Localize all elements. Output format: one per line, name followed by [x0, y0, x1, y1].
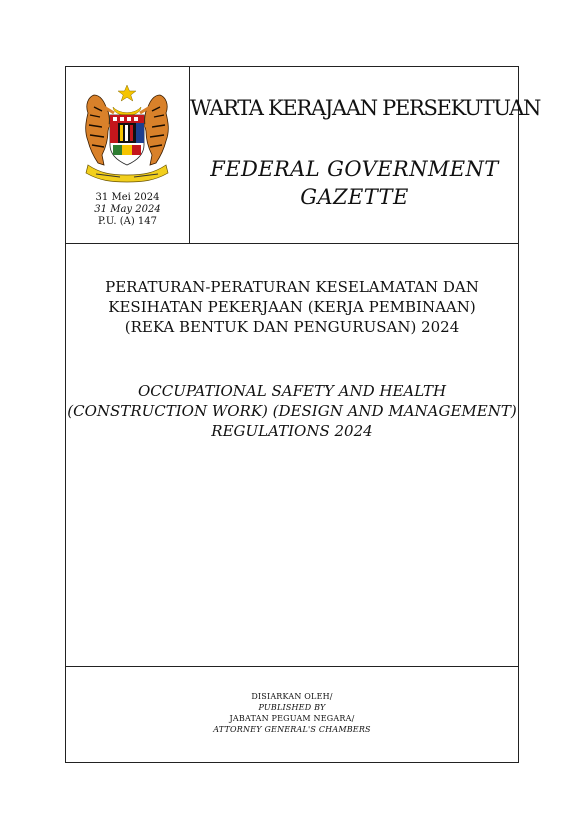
issue-date-ms: 31 Mei 2024: [95, 192, 160, 203]
motto-ribbon: [86, 165, 168, 182]
gazette-title-english: [190, 155, 519, 211]
regulation-title-english-line: OCCUPATIONAL SAFETY AND HEALTH: [137, 382, 447, 400]
publisher-label-english: PUBLISHED BY: [258, 703, 326, 712]
publisher-name-malay: JABATAN PEGUAM NEGARA/: [229, 714, 355, 723]
regulation-title-malay-line: (REKA BENTUK DAN PENGURUSAN) 2024: [124, 318, 460, 336]
header-divider: [66, 243, 518, 244]
gazette-title-english-line-2: GAZETTE: [300, 185, 409, 209]
shield-icon: [110, 115, 144, 165]
regulation-title-english-line: (CONSTRUCTION WORK) (DESIGN AND MANAGEMENT): [67, 402, 517, 420]
footer-divider: [66, 666, 518, 667]
publisher-name-english: ATTORNEY GENERAL'S CHAMBERS: [213, 725, 371, 734]
regulation-title-english: [66, 381, 518, 441]
publisher-block: [66, 691, 518, 735]
regulation-title-malay-line: KESIHATAN PEKERJAAN (KERJA PEMBINAAN): [108, 298, 476, 316]
star-icon: [118, 85, 136, 101]
malaysia-coat-of-arms-icon: [80, 83, 174, 183]
gazette-title-malay: WARTA KERAJAAN PERSEKUTUAN: [190, 96, 541, 120]
regulation-title-malay-line: PERATURAN-PERATURAN KESELAMATAN DAN: [105, 278, 479, 296]
reference-number: P.U. (A) 147: [97, 216, 158, 227]
crescent-icon: [113, 107, 141, 116]
gazette-title-english-line-1: FEDERAL GOVERNMENT: [210, 157, 499, 181]
gazette-cover-frame: [65, 66, 541, 763]
regulation-title-malay: [66, 277, 518, 337]
issue-info: [66, 192, 189, 228]
publisher-label-malay: DISIARKAN OLEH/: [251, 692, 333, 701]
issue-date-en: 31 May 2024: [94, 204, 161, 215]
regulation-title-english-line: REGULATIONS 2024: [211, 422, 373, 440]
